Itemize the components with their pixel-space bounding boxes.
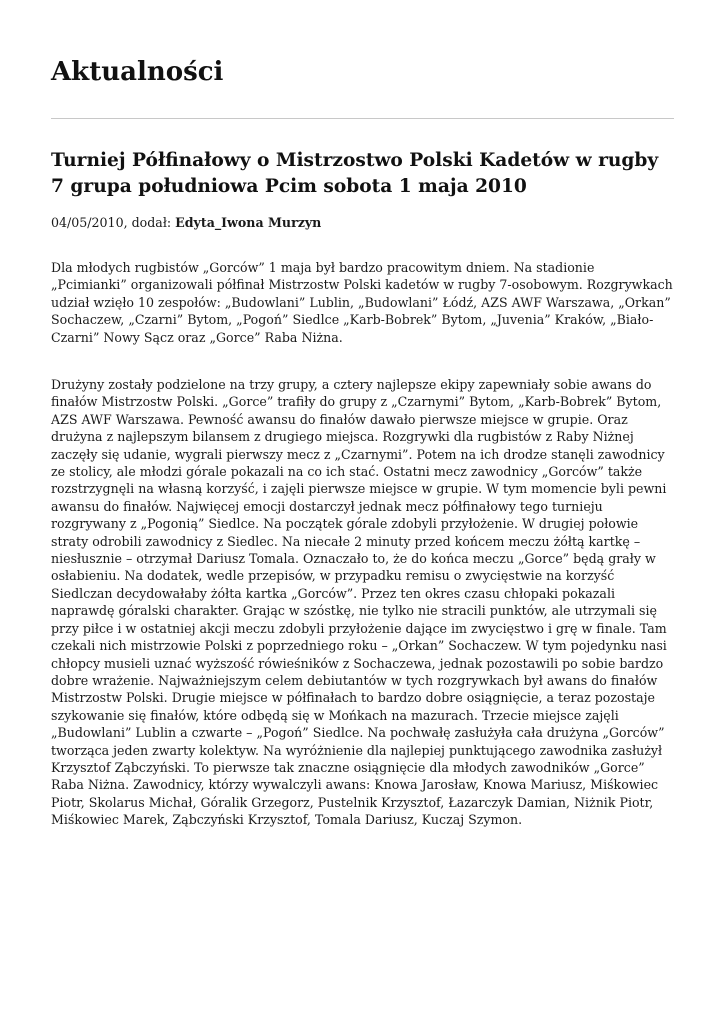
title-divider bbox=[51, 118, 674, 119]
article-date: 04/05/2010 bbox=[51, 215, 124, 230]
article-author: Edyta_Iwona Murzyn bbox=[175, 215, 322, 230]
page-title: Aktualności bbox=[51, 57, 224, 87]
article-meta bbox=[51, 214, 674, 232]
added-by-label: , dodał: bbox=[123, 215, 176, 230]
article-paragraph-intro: Dla młodych rugbistów „Gorców” 1 maja był bardzo pracowitym dniem. Na stadionie „Pcimianki” organizowali półfinał Mistrzostw Polski kadetów w rugby 7-osobowym. Rozgrywkach udział wzięło 10 zespołów: „Budowlani” Lublin, „Budowlani” Łódź, AZS AWF Warszawa, „Orkan” Sochaczew, „Czarni” Bytom, „Pogoń” Siedlce „Karb-Bobrek” Bytom, „Juvenia” Kraków, „Biało-Czarni” Nowy Sącz oraz „Gorce” Raba Niżna. bbox=[51, 260, 673, 345]
article-paragraph-report: Drużyny zostały podzielone na trzy grupy, a cztery najlepsze ekipy zapewniały sobie awans do finałów Mistrzostw Polski. „Gorce” trafiły do grupy z „Czarnymi” Bytom, „Karb-Bobrek” Bytom, AZS AWF Warszawa. Pewność awansu do finałów dawało pierwsze miejsce w grupie. Oraz drużyna z najlepszym bilansem z drugiego miejsca. Rozgrywki dla rugbistów z Raby Niżnej zaczęły się udanie, wygrali pierwszy mecz z „Czarnymi”. Potem na ich drodze stanęli zawodnicy ze stolicy, ale młodzi górale pokazali na co ich stać. Ostatni mecz zawodnicy „Gorców” także rozstrzygnęli na własną korzyść, i zajęli pierwsze miejsce w grupie. W tym momencie byli pewni awansu do finałów. Najwięcej emocji dostarczył jednak mecz półfinałowy tego turnieju rozgrywany z „Pogonią” Siedlce. Na początek górale zdobyli przyłożenie. W drugiej połowie straty odrobili zawodnicy z Siedlec. Na niecałe 2 minuty przed końcem meczu żółtą kartkę – niesłusznie – otrzymał Dariusz Tomala. Oznaczało to, że do końca meczu „Gorce” będą grały w osłabieniu. Na dodatek, wedle przepisów, w przypadku remisu o zwycięstwie na korzyść Siedlczan decydowałaby żółta kartka „Gorców”. Przez ten okres czasu chłopaki pokazali naprawdę góralski charakter. Grając w szóstkę, nie tylko nie stracili punktów, ale utrzymali się przy piłce i w ostatniej akcji meczu zdobyli przyłożenie dające im zwycięstwo i grę w finale. Tam czekali nich mistrzowie Polski z poprzedniego roku – „Orkan” Sochaczew. W tym pojedynku nasi chłopcy musieli uznać wyższość rówieśników z Sochaczewa, jednak pozostawili po sobie bardzo dobre wrażenie. Najważniejszym celem debiutantów w tych rozgrywkach był awans do finałów Mistrzostw Polski. Drugie miejsce w półfinałach to bardzo dobre osiągnięcie, a teraz pozostaje szykowanie się finałów, które odbędą się w Mońkach na mazurach. Trzecie miejsce zajęli „Budowlani” Lublin a czwarte – „Pogoń” Siedlce. Na pochwałę zasłużyła cała drużyna „Gorców” tworząca jeden zwarty kolektyw. Na wyróżnienie dla najlepiej punktującego zawodnika zasłużył Krzysztof Ząbczyński. To pierwsze tak znaczne osiągnięcie dla młodych zawodników „Gorce” Raba Niżna. Zawodnicy, którzy wywalczyli awans: Knowa Jarosław, Knowa Mariusz, Miśkowiec Piotr, Skolarus Michał, Góralik Grzegorz, Pustelnik Krzysztof, Łazarczyk Damian, Niżnik Piotr, Miśkowiec Marek, Ząbczyński Krzysztof, Tomala Dariusz, Kuczaj Szymon. bbox=[51, 377, 667, 828]
article-title: Turniej Półfinałowy o Mistrzostwo Polski Kadetów w rugby 7 grupa południowa Pcim sobota 1 maja 2010 bbox=[51, 150, 659, 197]
